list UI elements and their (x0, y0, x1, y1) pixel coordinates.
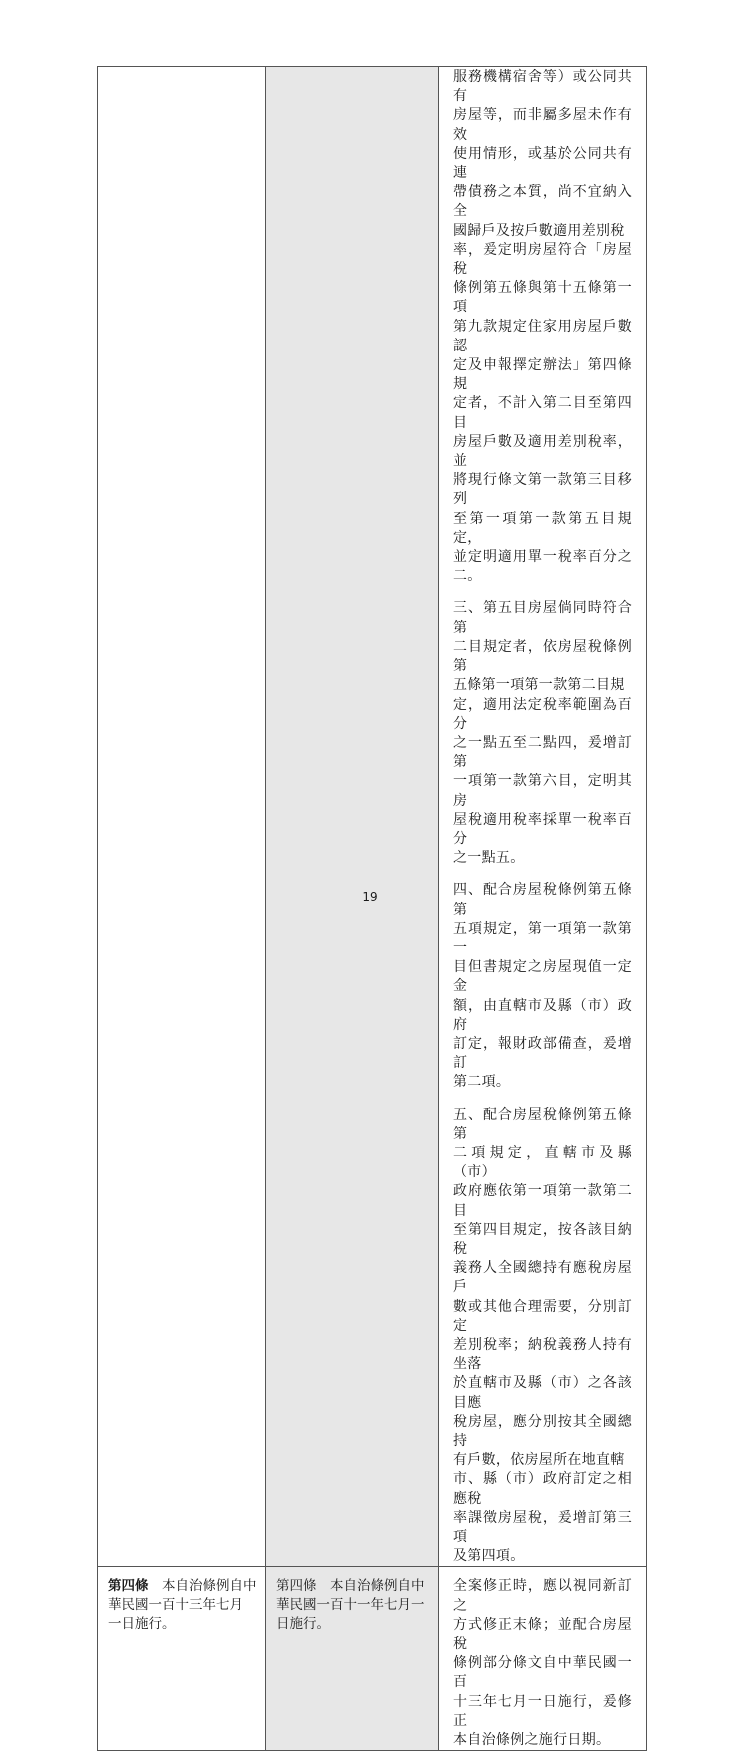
current-article (266, 1567, 438, 1634)
table-row (98, 67, 647, 1567)
amended-article (98, 1567, 265, 1634)
explanation-paragraph: 服務機構宿舍等）或公同共有 房屋等，而非屬多屋未作有效 使用情形，或基於公同共有連 帶債務之本質，尚不宜納入全 國歸戶及按戶數適用差別稅 率，爰定明房屋符合「房屋稅 條例第五條與第十五條第一項 第九款規定住家用房屋戶數認 定及申報擇定辦法」第四條規 定者，不計入第二目至第四目 房屋戶數及適用差別稅率，並 將現行條文第一款第三目移列 至第一項第一款第五目規定， 並定明適用單一稅率百分之二。 (453, 69, 632, 585)
amended-column-cell (98, 67, 266, 1567)
explanation-column-cell (439, 1567, 647, 1751)
article-text: 本自治條例自中 華民國一百十三年七月 一日施行。 (108, 1578, 257, 1633)
amended-column-cell (98, 1567, 266, 1751)
table-row (98, 1567, 647, 1751)
explanation-paragraph: 三、第五目房屋倘同時符合第 二目規定者，依房屋稅條例第 五條第一項第一款第二目規 定，適用法定稅率範圍為百分 之一點五至二點四，爰增訂第 一項第一款第六目，定明其房 屋稅適用稅率採單一稅率百分 之一點五。 (453, 600, 632, 867)
article-label: 第四條 (276, 1578, 317, 1595)
current-column-cell (266, 1567, 439, 1751)
current-column-cell (266, 67, 439, 1567)
explanation-paragraph: 全案修正時，應以視同新訂之 方式修正末條；並配合房屋稅 條例部分條文自中華民國一百 十三年七月一日施行，爰修正 本自治條例之施行日期。 (453, 1578, 632, 1749)
page-number: 19 (362, 890, 378, 904)
explanation-column-cell (439, 67, 647, 1567)
article-text: 本自治條例自中 華民國一百十一年七月一 日施行。 (276, 1578, 425, 1633)
article-label: 第四條 (108, 1578, 149, 1595)
explanation-paragraph: 五、配合房屋稅條例第五條第 二項規定，直轄市及縣（市） 政府應依第一項第一款第二目 至第四目規定，按各該目納稅 義務人全國總持有應稅房屋戶 數或其他合理需要，分別訂定 差別稅率；納稅義務人持有坐落 於直轄市及縣（市）之各該目應 稅房屋，應分別按其全國總持 有戶數，依房屋所在地直轄 市、縣（市）政府訂定之相應稅 率課徵房屋稅，爰增訂第三項 及第四項。 (453, 1106, 632, 1565)
comparison-table (97, 66, 647, 1751)
explanation-paragraph: 四、配合房屋稅條例第五條第 五項規定，第一項第一款第一 目但書規定之房屋現值一定金 額，由直轄市及縣（市）政府 訂定，報財政部備查，爰增訂 第二項。 (453, 882, 632, 1091)
